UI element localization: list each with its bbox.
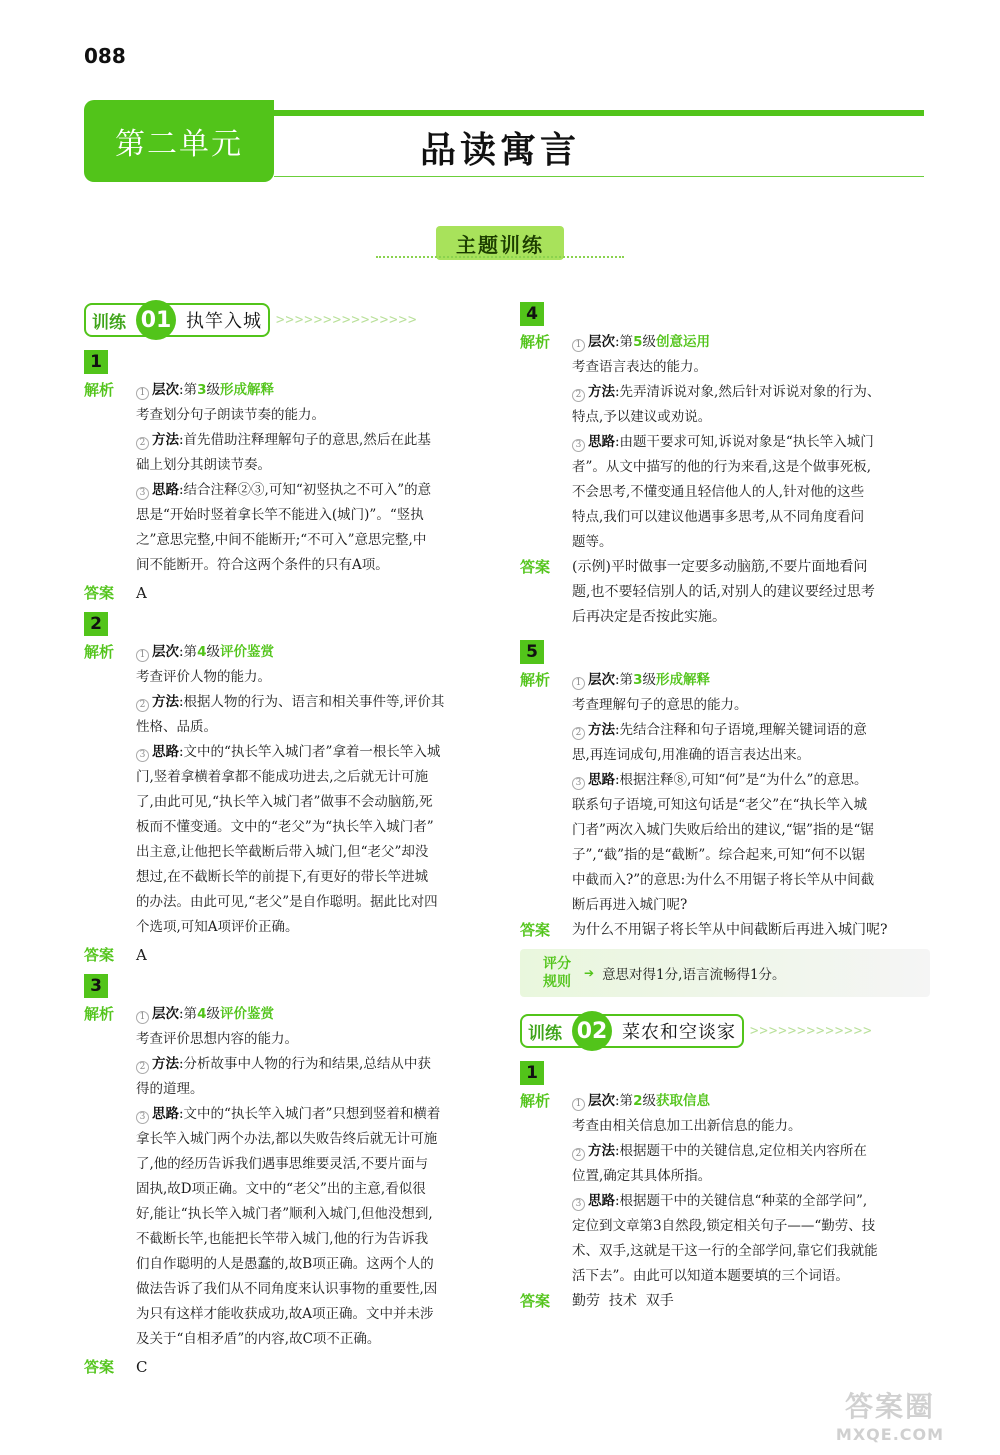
analysis-line: :先弄清诉说对象,然后针对诉说对象的行为、 <box>615 384 881 400</box>
analysis-line: 间不能断开。符合这两个条件的只有A项。 <box>136 557 389 573</box>
idea-keyword: 思路 <box>588 1193 615 1209</box>
answer-value: 勤劳 技术 双手 <box>572 1293 674 1309</box>
method-keyword: 方法 <box>152 1056 179 1072</box>
analysis-block <box>84 378 494 578</box>
analysis-line: 门者”两次入城门失败后给出的建议,“锯”指的是“锯 <box>572 822 874 838</box>
circle-2-icon: 2 <box>572 389 585 402</box>
analysis-line: :根据题干中的关键信息“种菜的全部学问”, <box>615 1193 868 1209</box>
analysis-tag: 解析 <box>520 671 551 689</box>
question-number: 1 <box>520 1061 544 1085</box>
analysis-block <box>84 1002 494 1352</box>
analysis-line: 考查评价思想内容的能力。 <box>136 1031 298 1047</box>
analysis-line: 的办法。由此可见,“老父”是自作聪明。据此比对四 <box>136 894 438 910</box>
analysis-line: :文中的“执长竿入城门者”拿着一根长竿入城 <box>179 744 441 760</box>
analysis-line: 思,再连词成句,用准确的语言表达出来。 <box>572 747 811 763</box>
analysis-line: 题等。 <box>572 534 613 550</box>
training-arrows: >>>>>>>>>>>>>>> <box>276 312 418 328</box>
analysis-block <box>84 640 494 940</box>
answer-tag: 答案 <box>84 946 115 964</box>
circle-3-icon: 3 <box>136 487 149 500</box>
answer-row <box>520 918 930 943</box>
scoring-label-line2: 规则 <box>543 974 571 990</box>
circle-2-icon: 2 <box>572 727 585 740</box>
circle-3-icon: 3 <box>572 777 585 790</box>
analysis-line: 者”。从文中描写的他的行为来看,这是个做事死板, <box>572 459 871 475</box>
method-keyword: 方法 <box>588 384 615 400</box>
level-prefix: :第 <box>179 382 198 398</box>
level-keyword: 层次 <box>588 1093 615 1109</box>
level-unit: 级 <box>206 382 220 398</box>
level-prefix: :第 <box>615 672 634 688</box>
level-number: 5 <box>633 334 643 350</box>
analysis-line: 特点,我们可以建议他遇事多思考,从不同角度看问 <box>572 509 865 525</box>
level-prefix: :第 <box>179 1006 198 1022</box>
level-number: 3 <box>197 382 207 398</box>
unit-title: 品读寓言 <box>419 129 580 171</box>
analysis-line: :先结合注释和句子语境,理解关键词语的意 <box>615 722 867 738</box>
section-banner: 主题训练 <box>436 226 564 260</box>
training-box <box>520 1014 744 1048</box>
level-keyword: 层次 <box>152 382 179 398</box>
analysis-line: 们自作聪明的人是愚蠢的,故B项正确。这两个人的 <box>136 1256 434 1272</box>
answer-value: A <box>136 584 147 602</box>
circle-1-icon: 1 <box>136 1011 149 1024</box>
level-number: 4 <box>197 644 207 660</box>
scoring-rules-box <box>520 949 930 997</box>
analysis-block <box>520 1089 930 1289</box>
question-number: 2 <box>84 612 108 636</box>
analysis-line: :结合注释②③,可知“初竖执之不可入”的意 <box>179 482 432 498</box>
circle-3-icon: 3 <box>136 1111 149 1124</box>
level-unit: 级 <box>642 672 656 688</box>
analysis-line: :由题干要求可知,诉说对象是“执长竿入城门 <box>615 434 874 450</box>
level-unit: 级 <box>206 1006 220 1022</box>
question-number: 5 <box>520 640 544 664</box>
analysis-line: 断后再进入城门呢? <box>572 897 688 913</box>
idea-keyword: 思路 <box>588 772 615 788</box>
page-number: 088 <box>84 44 126 68</box>
level-type: 评价鉴赏 <box>219 644 274 660</box>
analysis-line: 位置,确定其具体所指。 <box>572 1168 712 1184</box>
level-type: 创意运用 <box>655 334 710 350</box>
answer-tag: 答案 <box>84 1358 115 1376</box>
analysis-line: 联系句子语境,可知这句话是“老父”在“执长竿入城 <box>572 797 867 813</box>
analysis-tag: 解析 <box>84 1005 115 1023</box>
analysis-line: 础上划分其朗读节奏。 <box>136 457 271 473</box>
answer-value: 为什么不用锯子将长竿从中间截断后再进入城门呢? <box>572 922 888 938</box>
circle-3-icon: 3 <box>572 1198 585 1211</box>
idea-keyword: 思路 <box>152 482 179 498</box>
analysis-tag: 解析 <box>520 333 551 351</box>
answer-tag: 答案 <box>520 1292 551 1310</box>
analysis-line: 考查评价人物的能力。 <box>136 669 271 685</box>
training-number: 01 <box>136 300 176 340</box>
analysis-line: 不会思考,不懂变通且轻信他人的人,针对他的这些 <box>572 484 865 500</box>
analysis-line: 想过,在不截断长竿的前提下,有更好的带长竿进城 <box>136 869 429 885</box>
level-prefix: :第 <box>615 1093 634 1109</box>
training-title: 菜农和空谈家 <box>622 1022 736 1043</box>
watermark-logo-text: 答案圈 <box>844 1390 935 1423</box>
circle-2-icon: 2 <box>136 437 149 450</box>
answer-row <box>520 1289 930 1314</box>
training-label: 训练 <box>528 1023 562 1044</box>
circle-2-icon: 2 <box>572 1148 585 1161</box>
level-type: 形成解释 <box>219 382 274 398</box>
scoring-text: 意思对得1分,语言流畅得1分。 <box>602 967 786 983</box>
analysis-line: :根据题干中的关键信息,定位相关内容所在 <box>615 1143 867 1159</box>
training-header-02 <box>520 1011 930 1051</box>
analysis-line: 做法告诉了我们从不同角度来认识事物的重要性,因 <box>136 1281 438 1297</box>
answer-tag: 答案 <box>84 584 115 602</box>
analysis-line: 思是“开始时竖着拿长竿不能进入(城门)”。“竖执 <box>136 507 424 523</box>
analysis-tag: 解析 <box>84 381 115 399</box>
analysis-tag: 解析 <box>520 1092 551 1110</box>
section-dots-divider <box>376 256 624 258</box>
level-prefix: :第 <box>179 644 198 660</box>
analysis-line: 拿长竿入城门两个办法,都以失败告终后就无计可施 <box>136 1131 438 1147</box>
analysis-line: 得的道理。 <box>136 1081 204 1097</box>
training-title: 执竿入城 <box>186 311 262 332</box>
circle-1-icon: 1 <box>136 387 149 400</box>
level-keyword: 层次 <box>152 644 179 660</box>
analysis-line: 出主意,让他把长竿截断后带入城门,但“老父”却没 <box>136 844 429 860</box>
analysis-line: 中截而入?”的意思:为什么不用锯子将长竿从中间截 <box>572 872 875 888</box>
arrow-right-icon: ➔ <box>584 966 595 980</box>
analysis-line: 考查语言表达的能力。 <box>572 359 707 375</box>
answer-row <box>84 580 494 606</box>
training-arrows: >>>>>>>>>>>>> <box>750 1023 873 1039</box>
analysis-line: :分析故事中人物的行为和结果,总结从中获 <box>179 1056 431 1072</box>
header-rule-top <box>274 110 924 116</box>
analysis-line: 及关于“自相矛盾”的内容,故C项不正确。 <box>136 1331 381 1347</box>
analysis-line: 了,他的经历告诉我们遇事思维要灵活,不要片面与 <box>136 1156 429 1172</box>
level-keyword: 层次 <box>588 334 615 350</box>
circle-3-icon: 3 <box>572 439 585 452</box>
level-number: 2 <box>633 1093 643 1109</box>
analysis-line: 考查由相关信息加工出新信息的能力。 <box>572 1118 802 1134</box>
idea-keyword: 思路 <box>152 1106 179 1122</box>
level-keyword: 层次 <box>588 672 615 688</box>
answer-row <box>520 555 930 630</box>
analysis-line: 了,由此可见,“执长竿入城门者”做事不会动脑筋,死 <box>136 794 433 810</box>
analysis-line: 活下去”。由此可以知道本题要填的三个词语。 <box>572 1268 849 1284</box>
training-label: 训练 <box>92 312 126 333</box>
unit-tab: 第二单元 <box>84 100 274 182</box>
analysis-line: 考查划分句子朗读节奏的能力。 <box>136 407 325 423</box>
training-number: 02 <box>572 1011 612 1051</box>
analysis-block <box>520 330 930 555</box>
analysis-line: 门,竖着拿横着拿都不能成功进去,之后就无计可施 <box>136 769 429 785</box>
analysis-tag: 解析 <box>84 643 115 661</box>
method-keyword: 方法 <box>588 1143 615 1159</box>
question-number: 4 <box>520 302 544 326</box>
answer-line: 题,也不要轻信别人的话,对别人的建议要经过思考 <box>572 584 875 600</box>
method-keyword: 方法 <box>588 722 615 738</box>
answer-row <box>84 942 494 968</box>
idea-keyword: 思路 <box>152 744 179 760</box>
scoring-label-line1: 评分 <box>543 956 571 972</box>
analysis-line: 板而不懂变通。文中的“老父”为“执长竿入城门者” <box>136 819 434 835</box>
level-unit: 级 <box>206 644 220 660</box>
analysis-line: :根据注释⑧,可知“何”是“为什么”的意思。 <box>615 772 868 788</box>
analysis-line: 考查理解句子的意思的能力。 <box>572 697 748 713</box>
level-number: 4 <box>197 1006 207 1022</box>
training-box <box>84 303 270 337</box>
circle-1-icon: 1 <box>572 339 585 352</box>
answer-row <box>84 1354 494 1380</box>
question-number: 3 <box>84 974 108 998</box>
level-type: 形成解释 <box>655 672 710 688</box>
analysis-line: 之”意思完整,中间不能断开;“不可入”意思完整,中 <box>136 532 427 548</box>
analysis-line: :根据人物的行为、语言和相关事件等,评价其 <box>179 694 445 710</box>
level-number: 3 <box>633 672 643 688</box>
analysis-line: 术、双手,这就是干这一行的全部学问,靠它们我就能 <box>572 1243 878 1259</box>
level-prefix: :第 <box>615 334 634 350</box>
circle-2-icon: 2 <box>136 1061 149 1074</box>
answer-tag: 答案 <box>520 558 551 576</box>
training-header-01 <box>84 300 494 340</box>
answer-tag: 答案 <box>520 921 551 939</box>
analysis-line: 个选项,可知A项评价正确。 <box>136 919 299 935</box>
header-rule-bottom <box>274 176 924 177</box>
answer-value: A <box>136 946 147 964</box>
analysis-line: 子”,“截”指的是“截断”。综合起来,可知“何不以锯 <box>572 847 865 863</box>
scoring-label <box>534 955 580 991</box>
answer-line: 后再决定是否按此实施。 <box>572 609 726 625</box>
circle-3-icon: 3 <box>136 749 149 762</box>
circle-1-icon: 1 <box>572 1098 585 1111</box>
analysis-line: 特点,予以建议或劝说。 <box>572 409 712 425</box>
question-number: 1 <box>84 350 108 374</box>
analysis-line: 固执,故D项正确。文中的“老父”出的主意,看似很 <box>136 1181 426 1197</box>
method-keyword: 方法 <box>152 432 179 448</box>
left-column <box>84 300 494 1384</box>
answer-line: (示例)平时做事一定要多动脑筋,不要片面地看问 <box>572 559 868 575</box>
level-type: 获取信息 <box>655 1093 710 1109</box>
level-unit: 级 <box>642 334 656 350</box>
level-type: 评价鉴赏 <box>219 1006 274 1022</box>
right-column <box>520 300 930 1314</box>
analysis-line: 不截断长竿,也能把长竿带入城门,他的行为告诉我 <box>136 1231 429 1247</box>
watermark <box>810 1385 970 1444</box>
analysis-line: :首先借助注释理解句子的意思,然后在此基 <box>179 432 431 448</box>
analysis-line: :文中的“执长竿入城门者”只想到竖着和横着 <box>179 1106 441 1122</box>
idea-keyword: 思路 <box>588 434 615 450</box>
analysis-line: 为只有这样才能收获成功,故A项正确。文中并未涉 <box>136 1306 434 1322</box>
method-keyword: 方法 <box>152 694 179 710</box>
circle-1-icon: 1 <box>572 677 585 690</box>
analysis-line: 好,能让“执长竿入城门者”顺利入城门,但他没想到, <box>136 1206 433 1222</box>
analysis-line: 定位到文章第3自然段,锁定相关句子——“勤劳、技 <box>572 1218 876 1234</box>
circle-2-icon: 2 <box>136 699 149 712</box>
analysis-block <box>520 668 930 918</box>
analysis-line: 性格、品质。 <box>136 719 217 735</box>
watermark-url: MXQE.COM <box>835 1425 945 1444</box>
circle-1-icon: 1 <box>136 649 149 662</box>
level-unit: 级 <box>642 1093 656 1109</box>
answer-value: C <box>136 1358 148 1376</box>
level-keyword: 层次 <box>152 1006 179 1022</box>
